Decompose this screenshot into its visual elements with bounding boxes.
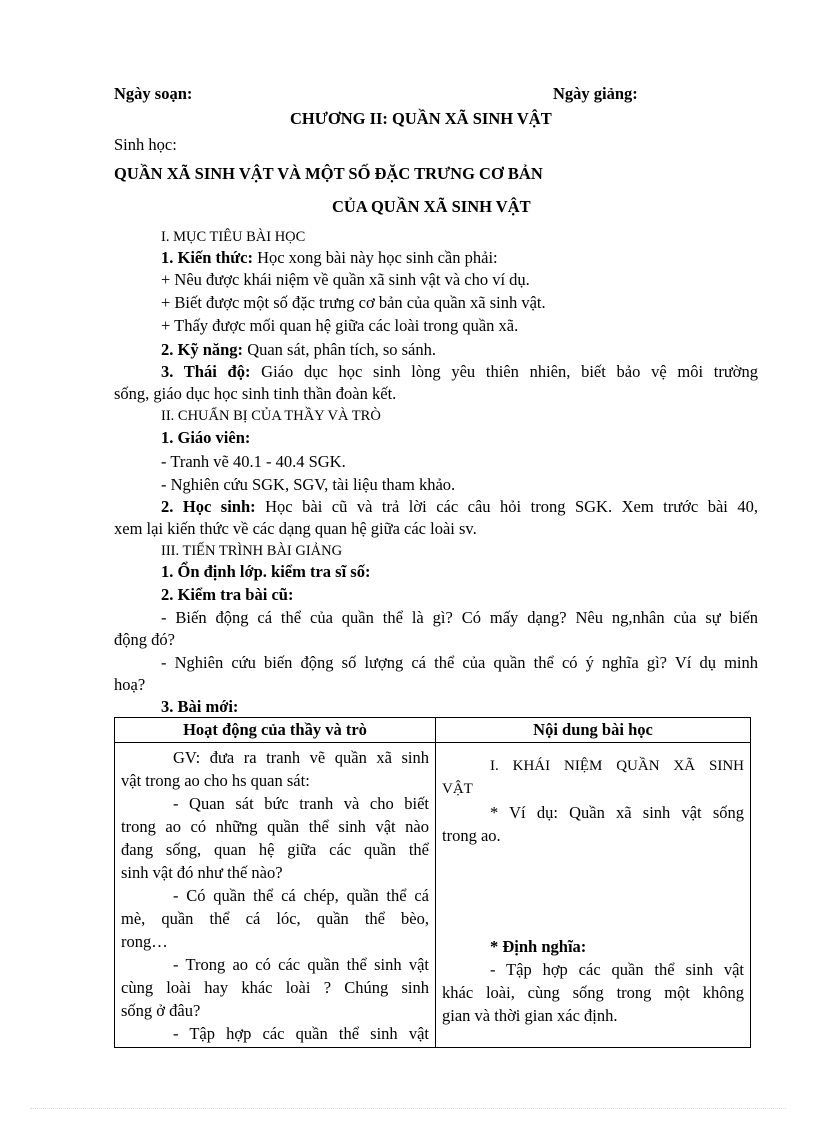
ky-nang-text: Quan sát, phân tích, so sánh.: [243, 340, 436, 359]
subject-label: Sinh học:: [114, 135, 177, 154]
lesson-title-line1: QUẦN XÃ SINH VẬT VÀ MỘT SỐ ĐẶC TRƯNG CƠ BẢN: [114, 164, 543, 183]
activity-line: sống ở đâu?: [121, 1001, 201, 1020]
content-line: gian và thời gian xác định.: [442, 1006, 618, 1025]
activity-line: sinh vật đó như thế nào?: [121, 863, 283, 882]
thai-do-text: Giáo dục học sinh lòng yêu thiên nhiên, biết bảo vệ môi trường: [250, 362, 758, 381]
content-line: khác loài, cùng sống trong một không: [442, 983, 744, 1002]
objective-item-3: + Thấy được mối quan hệ giữa các loài trong quần xã.: [161, 316, 519, 335]
kien-thuc-text: Học xong bài này học sinh cần phải:: [252, 248, 498, 267]
giao-vien-label: 1. Giáo viên:: [161, 428, 251, 447]
lesson-title-line2: CỦA QUẦN XÃ SINH VẬT: [332, 197, 531, 216]
section3-heading: III. TIẾN TRÌNH BÀI GIẢNG: [161, 543, 343, 559]
table-row: [115, 743, 751, 1048]
chapter-title: CHƯƠNG II: QUẦN XÃ SINH VẬT: [290, 109, 552, 128]
page-bottom-edge: [30, 1108, 786, 1109]
question-1-line1: - Biến động cá thể của quần thể là gì? Có mấy dạng? Nêu ng,nhân của sự biến: [161, 608, 758, 627]
thai-do-continued: sống, giáo dục học sinh tinh thần đoàn kết.: [114, 384, 397, 403]
col-header-activities: Hoạt động của thầy và trò: [115, 718, 436, 743]
activity-line: - Trong ao có các quần thể sinh vật: [173, 955, 429, 974]
activity-line: - Có quần thể cá chép, quần thể cá: [173, 886, 429, 905]
activity-line: - Tập hợp các quần thể sinh vật: [173, 1024, 429, 1043]
hoc-sinh-line: [161, 496, 758, 518]
question-1-line2: động đó?: [114, 630, 175, 649]
ky-nang-label: 2. Kỹ năng:: [161, 340, 244, 359]
activity-line: trong ao có những quần thể sinh vật nào: [121, 817, 429, 836]
ky-nang-line: [161, 339, 436, 361]
content-line: * Ví dụ: Quần xã sinh vật sống: [490, 803, 744, 822]
activities-cell: [115, 743, 436, 1048]
activity-line: GV: đưa ra tranh vẽ quần xã sinh: [173, 748, 429, 767]
lesson-table: [114, 717, 751, 1048]
content-heading-continued: VẬT: [442, 781, 473, 797]
hoc-sinh-continued: xem lại kiến thức về các dạng quan hệ giữa các loài sv.: [114, 519, 477, 538]
thai-do-label: 3. Thái độ:: [161, 362, 251, 381]
giao-vien-item-2: - Nghiên cứu SGK, SGV, tài liệu tham khảo.: [161, 475, 456, 494]
content-line: - Tập hợp các quần thể sinh vật: [490, 960, 744, 979]
thai-do-line: [161, 361, 758, 383]
content-subheading: * Định nghĩa:: [490, 937, 587, 956]
content-line: trong ao.: [442, 826, 501, 845]
objective-item-1: + Nêu được khái niệm về quần xã sinh vật và cho ví dụ.: [161, 270, 530, 289]
giao-vien-item-1: - Tranh vẽ 40.1 - 40.4 SGK.: [161, 452, 346, 471]
table-header-row: [115, 718, 751, 743]
col-header-content: Nội dung bài học: [436, 718, 751, 743]
kiem-tra-bai-cu: 2. Kiểm tra bài cũ:: [161, 585, 294, 604]
activity-line: đang sống, quan hệ giữa các quần thể: [121, 840, 429, 859]
bai-moi-label: 3. Bài mới:: [161, 697, 239, 716]
on-dinh-lop: 1. Ổn định lớp. kiểm tra sĩ số:: [161, 562, 371, 581]
hoc-sinh-label: 2. Học sinh:: [161, 497, 256, 516]
activity-line: mè, quần thể cá lóc, quần thể bèo,: [121, 909, 429, 928]
hoc-sinh-text: Học bài cũ và trả lời các câu hỏi trong SGK. Xem trước bài 40,: [255, 497, 759, 516]
ngay-soan-label: Ngày soạn:: [114, 84, 193, 103]
section1-heading: I. MỤC TIÊU BÀI HỌC: [161, 229, 306, 245]
question-2-line1: - Nghiên cứu biến động số lượng cá thể của quần thể có ý nghĩa gì? Ví dụ minh: [161, 653, 758, 672]
activity-line: cùng loài hay khác loài ? Chúng sinh: [121, 978, 429, 997]
activity-line: rong…: [121, 932, 168, 951]
objective-item-2: + Biết được một số đặc trưng cơ bản của quần xã sinh vật.: [161, 293, 546, 312]
content-heading: I. KHÁI NIỆM QUẦN XÃ SINH: [490, 758, 744, 774]
activity-line: - Quan sát bức tranh và cho biết: [173, 794, 429, 813]
content-cell: [436, 743, 751, 1048]
kien-thuc-label: 1. Kiến thức:: [161, 248, 253, 267]
kien-thuc-line: [161, 247, 498, 269]
ngay-giang-label: Ngày giảng:: [553, 84, 638, 103]
section2-heading: II. CHUẨN BỊ CỦA THẦY VÀ TRÒ: [161, 408, 381, 424]
question-2-line2: hoạ?: [114, 675, 146, 694]
activity-line: vật trong ao cho hs quan sát:: [121, 771, 310, 790]
